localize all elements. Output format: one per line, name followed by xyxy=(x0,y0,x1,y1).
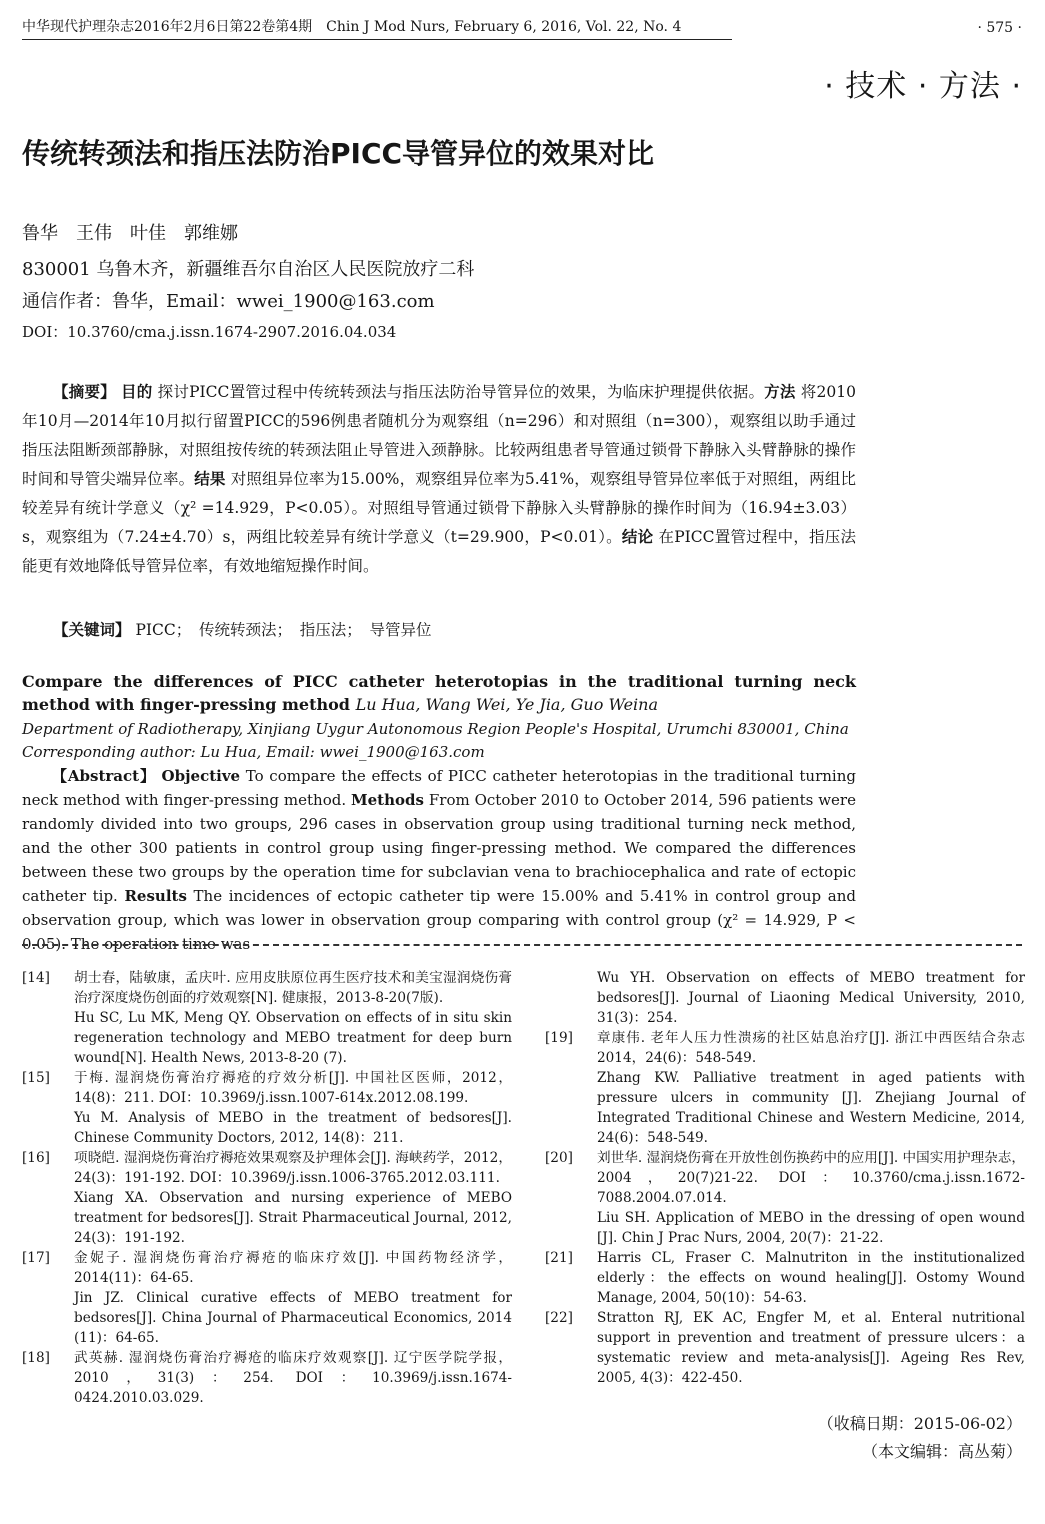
reference-number: [21] xyxy=(545,1250,573,1266)
affiliation: 830001 乌鲁木齐，新疆维吾尔自治区人民医院放疗二科 xyxy=(22,259,475,280)
reference-continuation: Wu YH. Observation on effects of MEBO treatment for bedsores[J]. Journal of Liaoning Medical University, 2010, 31(3)：254. xyxy=(597,970,1025,1026)
reference-item xyxy=(22,1148,512,1248)
references-left-column xyxy=(22,968,512,1408)
methods-label: 方法 xyxy=(764,383,796,401)
en-results-label: Results xyxy=(124,887,187,905)
results-text: 对照组异位率为15.00%，观察组异位率为5.41%，观察组导管异位率低于对照组，两组比较差异有统计学意义（χ² =14.929，P<0.05）。对照组导管通过锁骨下静脉入头臂静脉的操作时间为（16.94±3.03）s，观察组为（7.24±4.70）s，两组比较差异有统计学意义（t=29.900，P<0.01）。 xyxy=(22,470,856,546)
reference-zh: 于梅. 湿润烧伤膏治疗褥疮的疗效分析[J]. 中国社区医师，2012，14(8)：211. DOI：10.3969/j.issn.1007-614x.2012.08.199. xyxy=(74,1070,512,1106)
reference-en: Liu SH. Application of MEBO in the dressing of open wound [J]. Chin J Prac Nurs, 2004, 20(7)：21-22. xyxy=(597,1210,1025,1246)
doi: DOI：10.3760/cma.j.issn.1674-2907.2016.04.034 xyxy=(22,323,397,341)
reference-zh: 刘世华. 湿润烧伤膏在开放性创伤换药中的应用[J]. 中国实用护理杂志，2004，20(7)21-22. DOI：10.3760/cma.j.issn.1672-7088.2004.07.014. xyxy=(597,1150,1025,1206)
page-number: · 575 · xyxy=(977,20,1022,36)
reference-zh: 胡士春，陆敏康，孟庆叶. 应用皮肤原位再生医疗技术和美宝湿润烧伤膏治疗深度烧伤创面的疗效观察[N]. 健康报，2013-8-20(7版). xyxy=(74,970,512,1006)
reference-number: [14] xyxy=(22,970,50,986)
reference-number: [19] xyxy=(545,1030,573,1046)
reference-number: [17] xyxy=(22,1250,50,1266)
en-objective-text: To compare the effects of PICC catheter heterotopias in the traditional turning neck method with finger-pressing method. xyxy=(22,767,856,809)
english-authors: Lu Hua, Wang Wei, Ye Jia, Guo Weina xyxy=(355,695,659,714)
english-correspondence: Corresponding author: Lu Hua, Email: wwei_1900@163.com xyxy=(22,743,485,761)
header-rule xyxy=(22,39,732,40)
reference-en: Yu M. Analysis of MEBO in the treatment of bedsores[J]. Chinese Community Doctors, 2012, 14(8)：211. xyxy=(74,1110,512,1146)
reference-item xyxy=(22,1348,512,1408)
reference-en: Jin JZ. Clinical curative effects of MEBO treatment for bedsores[J]. China Journal of Pharmaceutical Economics, 2014 (11)：64-65. xyxy=(74,1290,512,1346)
abstract-zh xyxy=(22,378,856,581)
reference-item xyxy=(545,1248,1025,1308)
reference-number: [18] xyxy=(22,1350,50,1366)
journal-header: 中华现代护理杂志2016年2月6日第22卷第4期 Chin J Mod Nurs, February 6, 2016, Vol. 22, No. 4 xyxy=(22,19,682,35)
authors: 鲁华 王伟 叶佳 郭维娜 xyxy=(22,223,238,244)
reference-en: Hu SC, Lu MK, Meng QY. Observation on effects of in situ skin regeneration technology and MEBO treatment for deep burn wound[N]. Health News, 2013-8-20 (7). xyxy=(74,1010,512,1066)
english-department: Department of Radiotherapy, Xinjiang Uygur Autonomous Region People's Hospital, Urumchi 830001, China xyxy=(22,720,849,738)
methods-text: 将2010年10月—2014年10月拟行留置PICC的596例患者随机分为观察组（n=296）和对照组（n=300），观察组以助手通过指压法阻断颈部静脉，对照组按传统的转颈法阻止导管进入颈静脉。比较两组患者导管通过锁骨下静脉入头臂静脉的操作时间和导管尖端异位率。 xyxy=(22,383,856,488)
reference-number: [20] xyxy=(545,1150,573,1166)
article-title: 传统转颈法和指压法防治PICC导管异位的效果对比 xyxy=(22,137,655,170)
conclusion-text: 在PICC置管过程中，指压法能更有效地降低导管异位率，有效地缩短操作时间。 xyxy=(22,528,856,575)
abstract-en xyxy=(22,764,856,956)
reference-zh: 武英赫. 湿润烧伤膏治疗褥疮的临床疗效观察[J]. 辽宁医学院学报，2010，31(3)：254. DOI：10.3969/j.issn.1674-0424.2010.03.029. xyxy=(74,1350,512,1406)
reference-en: Zhang KW. Palliative treatment in aged patients with pressure ulcers in community [J]. Zhejiang Journal of Integrated Traditional Chinese and Western Medicine, 2014, 24(6)：548-549. xyxy=(597,1070,1025,1146)
section-divider xyxy=(22,944,1022,946)
keywords-zh xyxy=(22,616,856,644)
reference-item xyxy=(545,1308,1025,1388)
reference-item xyxy=(22,1068,512,1148)
english-title-text: Compare the differences of PICC catheter heterotopias in the traditional turning neck method with finger-pressing method xyxy=(22,672,856,714)
reference-item xyxy=(22,968,512,1068)
reference-item xyxy=(545,1028,1025,1148)
reference-item xyxy=(22,1248,512,1348)
correspondence: 通信作者：鲁华，Email：wwei_1900@163.com xyxy=(22,291,435,312)
reference-item xyxy=(545,1148,1025,1248)
section-heading: · 技术 · 方法 · xyxy=(824,69,1022,104)
keywords-label: 【关键词】 xyxy=(53,621,131,639)
results-label: 结果 xyxy=(194,470,226,488)
editor-note: （本文编辑：高丛菊） xyxy=(861,1442,1022,1461)
reference-en: Xiang XA. Observation and nursing experience of MEBO treatment for bedsores[J]. Strait Pharmaceutical Journal, 2012, 24(3)：191-192. xyxy=(74,1190,512,1246)
received-date: （收稿日期：2015-06-02） xyxy=(817,1414,1022,1433)
references-right-column xyxy=(545,968,1025,1388)
reference-zh: 项晓皑. 湿润烧伤膏治疗褥疮效果观察及护理体会[J]. 海峡药学，2012，24(3)：191-192. DOI：10.3969/j.issn.1006-3765.2012.03.111. xyxy=(74,1150,512,1186)
english-title xyxy=(22,670,856,716)
abstract-en-label: 【Abstract】 xyxy=(52,767,156,785)
conclusion-label: 结论 xyxy=(621,528,654,546)
reference-number: [22] xyxy=(545,1310,573,1326)
reference-zh: Harris CL, Fraser C. Malnutriton in the institutionalized elderly：the effects on wound healing[J]. Ostomy Wound Manage, 2004, 50(10)：54-63. xyxy=(597,1250,1025,1306)
reference-zh: 金妮子. 湿润烧伤膏治疗褥疮的临床疗效[J]. 中国药物经济学，2014(11)：64-65. xyxy=(74,1250,512,1286)
reference-zh: 章康伟. 老年人压力性溃疡的社区姑息治疗[J]. 浙江中西医结合杂志 2014，24(6)：548-549. xyxy=(597,1030,1025,1066)
en-objective-label: Objective xyxy=(161,767,241,785)
reference-number: [16] xyxy=(22,1150,50,1166)
keywords-text: PICC； 传统转颈法； 指压法； 导管异位 xyxy=(135,621,432,639)
en-methods-label: Methods xyxy=(351,791,424,809)
objective-label: 目的 xyxy=(121,383,153,401)
abstract-zh-label: 【摘要】 xyxy=(53,383,116,401)
en-methods-text: From October 2010 to October 2014, 596 patients were randomly divided into two groups, 296 cases in observation group using traditional turning neck method, and the other 300 patients in control group using finger-pressing method. We compared the differences between these two groups by the operation time for subclavian vena to brachiocephalica and rate of ectopic catheter tip. xyxy=(22,791,856,905)
reference-zh: Stratton RJ, EK AC, Engfer M, et al. Enteral nutritional support in prevention and treatment of pressure ulcers：a systematic review and meta-analysis[J]. Ageing Res Rev, 2005, 4(3)：422-450. xyxy=(597,1310,1025,1386)
reference-number: [15] xyxy=(22,1070,50,1086)
objective-text: 探讨PICC置管过程中传统转颈法与指压法防治导管异位的效果，为临床护理提供依据。 xyxy=(157,383,765,401)
en-results-text: The incidences of ectopic catheter tip were 15.00% and 5.41% in control group and observation group, which was lower in observation group comparing with control group (χ² = 14.929, P < 0.05). The operation time was xyxy=(22,887,856,953)
